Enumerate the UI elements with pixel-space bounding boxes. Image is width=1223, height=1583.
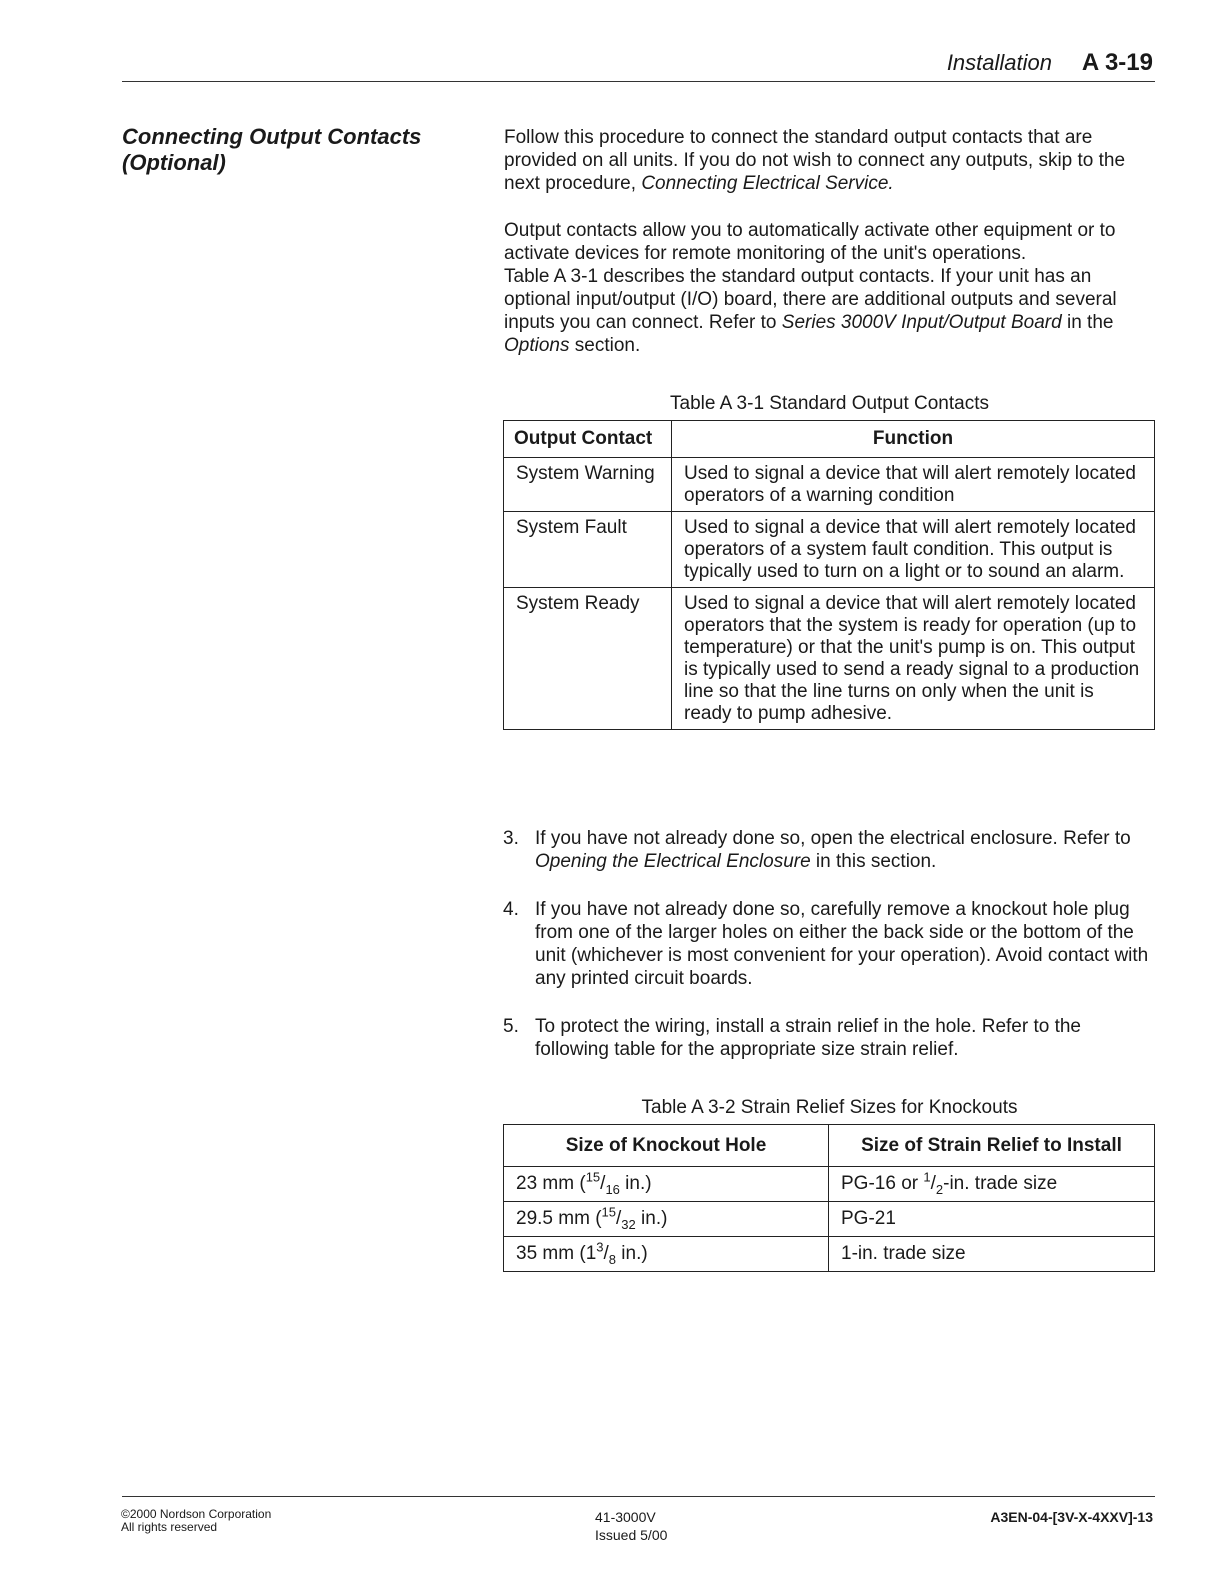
step-text: If you have not already done so, carefully remove a knockout hole plug from one of the larger holes on either the back side or the bottom of the unit (whichever is most convenient for your operation). Avoid contact with any printed circuit boards.: [535, 899, 1149, 989]
table-row: [504, 458, 1155, 512]
header-section-title: Installation: [946, 50, 1052, 75]
header-rule: [122, 81, 1155, 82]
cross-reference: Options: [504, 335, 570, 356]
footer-copyright: ©2000 Nordson Corporation All rights reserved: [121, 1507, 272, 1534]
cross-reference: Connecting Electrical Service.: [641, 173, 894, 194]
knockout-size-cell: 29.5 mm ($^{15}/_{32}$ in.): [504, 1202, 829, 1237]
section-heading-line2: (Optional): [122, 150, 226, 175]
function-cell: Used to signal a device that will alert remotely located operators of a system fault condition. This output is typically used to turn on a light or to sound an alarm.: [672, 512, 1155, 588]
footer-document-info: 41-3000V Issued 5/00: [595, 1509, 668, 1543]
step-number: 5.: [503, 1016, 519, 1037]
strain-relief-cell: 1-in. trade size: [829, 1237, 1155, 1272]
intro-paragraph-1: Follow this procedure to connect the standard output contacts that are provided on all units. If you do not wish to connect any outputs, skip to the next procedure, Connecting Electrical Service.: [504, 127, 1126, 194]
procedure-step-4: [503, 898, 1157, 990]
table-row: [504, 1167, 1155, 1202]
strain-relief-cell: PG-21: [829, 1202, 1155, 1237]
knockout-size-cell: 23 mm ($^{15}/_{16}$ in.): [504, 1167, 829, 1202]
table-row: [504, 1202, 1155, 1237]
section-heading: [122, 124, 462, 176]
intro-paragraph-2: Output contacts allow you to automatically activate other equipment or to activate devices for remote monitoring of the unit's operations. Table A 3-1 describes the standard output contacts. If your unit has an optional input/output (I/O) board, there are additional outputs and several inputs you can connect. Refer to Series 3000V Input/Output Board in the Options section.: [504, 220, 1117, 356]
column-header: Output Contact: [504, 421, 672, 458]
output-contacts-table: [503, 420, 1155, 730]
step-number: 3.: [503, 828, 519, 849]
table-row: [504, 512, 1155, 588]
table-header-row: [504, 1125, 1155, 1167]
step-text: If you have not already done so, open the electrical enclosure. Refer to Opening the Electrical Enclosure in this section.: [535, 828, 1131, 872]
header-page-number: A 3-19: [1081, 49, 1153, 76]
step-text: To protect the wiring, install a strain relief in the hole. Refer to the following table for the appropriate size strain relief.: [535, 1016, 1081, 1060]
function-cell: Used to signal a device that will alert remotely located operators that the system is ready for operation (up to temperature) or that the unit's pump is on. This output is typically used to send a ready signal to a production line so that the line turns on only when the unit is ready to pump adhesive.: [672, 588, 1155, 730]
section-heading-line1: Connecting Output Contacts: [122, 124, 422, 149]
contact-cell: System Fault: [504, 512, 672, 588]
cross-reference: Opening the Electrical Enclosure: [535, 851, 811, 872]
column-header: Function: [672, 421, 1155, 458]
procedure-step-5: [503, 1015, 1157, 1061]
function-cell: Used to signal a device that will alert remotely located operators of a warning condition: [672, 458, 1155, 512]
footer-document-code: A3EN-04-[3V-X-4XXV]-13: [990, 1509, 1153, 1525]
cross-reference: Series 3000V Input/Output Board: [781, 312, 1062, 333]
footer-rule: [122, 1496, 1155, 1497]
contact-cell: System Warning: [504, 458, 672, 512]
table1-caption: Table A 3-1 Standard Output Contacts: [670, 393, 989, 414]
knockout-size-cell: 35 mm ($1^3/_8$ in.): [504, 1237, 829, 1272]
step-number: 4.: [503, 899, 519, 920]
column-header: Size of Strain Relief to Install: [829, 1125, 1155, 1167]
column-header: Size of Knockout Hole: [504, 1125, 829, 1167]
strain-relief-cell: PG-16 or $^1/_2-in$. trade size: [829, 1167, 1155, 1202]
contact-cell: System Ready: [504, 588, 672, 730]
table2-caption: Table A 3-2 Strain Relief Sizes for Knockouts: [641, 1097, 1018, 1118]
procedure-step-3: [503, 827, 1157, 873]
strain-relief-table: [503, 1124, 1155, 1272]
table-row: [504, 588, 1155, 730]
table-row: [504, 1237, 1155, 1272]
table-header-row: [504, 421, 1155, 458]
